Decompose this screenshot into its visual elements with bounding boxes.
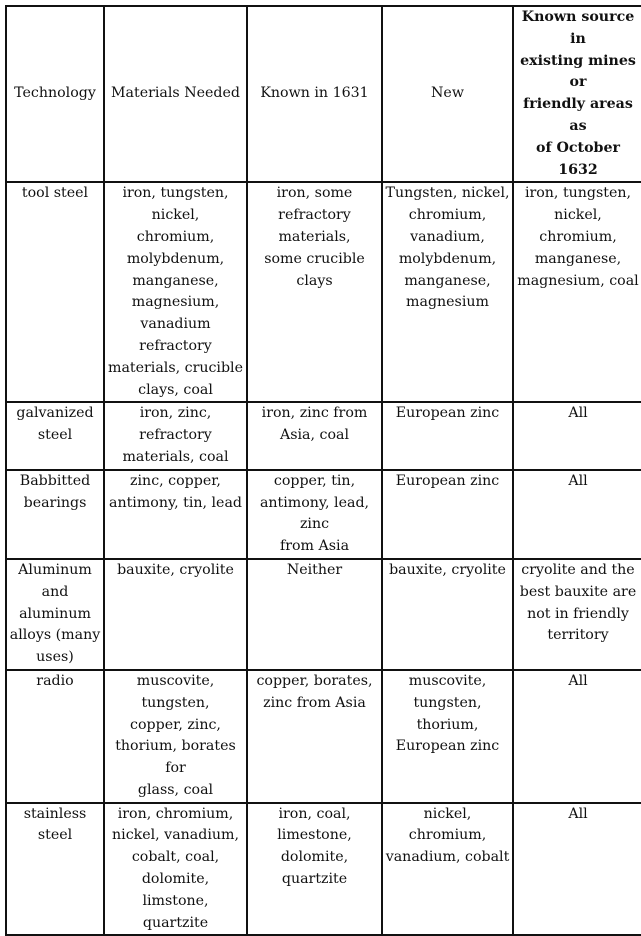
cell-known-1631: iron, coal, limestone, dolomite, quartzite xyxy=(247,803,382,936)
cell-known-1631: copper, tin, antimony, lead, zinc from Asia xyxy=(247,470,382,559)
table-row xyxy=(6,559,641,670)
cell-new: European zinc xyxy=(382,470,513,559)
cell-new: nickel, chromium, vanadium, cobalt xyxy=(382,803,513,936)
cell-new: bauxite, cryolite xyxy=(382,559,513,670)
cell-materials-needed: iron, zinc, refractory materials, coal xyxy=(104,402,247,469)
cell-known-1631: iron, zinc from Asia, coal xyxy=(247,402,382,469)
cell-technology: galvanized steel xyxy=(6,402,104,469)
table-row xyxy=(6,803,641,936)
cell-known-source: cryolite and the best bauxite are not in friendly territory xyxy=(513,559,641,670)
cell-known-source: All xyxy=(513,803,641,936)
header-materials-needed: Materials Needed xyxy=(104,6,247,182)
cell-technology: Babbitted bearings xyxy=(6,470,104,559)
header-row xyxy=(6,6,641,182)
cell-known-source: All xyxy=(513,402,641,469)
cell-known-1631: Neither xyxy=(247,559,382,670)
cell-materials-needed: iron, chromium, nickel, vanadium, cobalt, coal, dolomite, limstone, quartzite xyxy=(104,803,247,936)
cell-new: Tungsten, nickel, chromium, vanadium, molybdenum, manganese, magnesium xyxy=(382,182,513,402)
cell-known-source: iron, tungsten, nickel, chromium, manganese, magnesium, coal xyxy=(513,182,641,402)
cell-new: muscovite, tungsten, thorium, European zinc xyxy=(382,670,513,803)
cell-technology: Aluminum and aluminum alloys (many uses) xyxy=(6,559,104,670)
header-technology: Technology xyxy=(6,6,104,182)
cell-materials-needed: iron, tungsten, nickel, chromium, molybdenum, manganese, magnesium, vanadium refractory materials, crucible clays, coal xyxy=(104,182,247,402)
cell-known-1631: copper, borates, zinc from Asia xyxy=(247,670,382,803)
table-row xyxy=(6,470,641,559)
header-new: New xyxy=(382,6,513,182)
cell-technology: stainless steel xyxy=(6,803,104,936)
table-row xyxy=(6,670,641,803)
cell-technology: radio xyxy=(6,670,104,803)
cell-known-source: All xyxy=(513,470,641,559)
header-known-1631: Known in 1631 xyxy=(247,6,382,182)
cell-materials-needed: bauxite, cryolite xyxy=(104,559,247,670)
cell-known-1631: iron, some refractory materials, some crucible clays xyxy=(247,182,382,402)
cell-materials-needed: zinc, copper, antimony, tin, lead xyxy=(104,470,247,559)
table-row xyxy=(6,182,641,402)
cell-new: European zinc xyxy=(382,402,513,469)
cell-materials-needed: muscovite, tungsten, copper, zinc, thorium, borates for glass, coal xyxy=(104,670,247,803)
cell-known-source: All xyxy=(513,670,641,803)
header-known-source: Known source in existing mines or friendly areas as of October 1632 xyxy=(513,6,641,182)
cell-technology: tool steel xyxy=(6,182,104,402)
table-row xyxy=(6,402,641,469)
materials-table xyxy=(5,5,641,936)
